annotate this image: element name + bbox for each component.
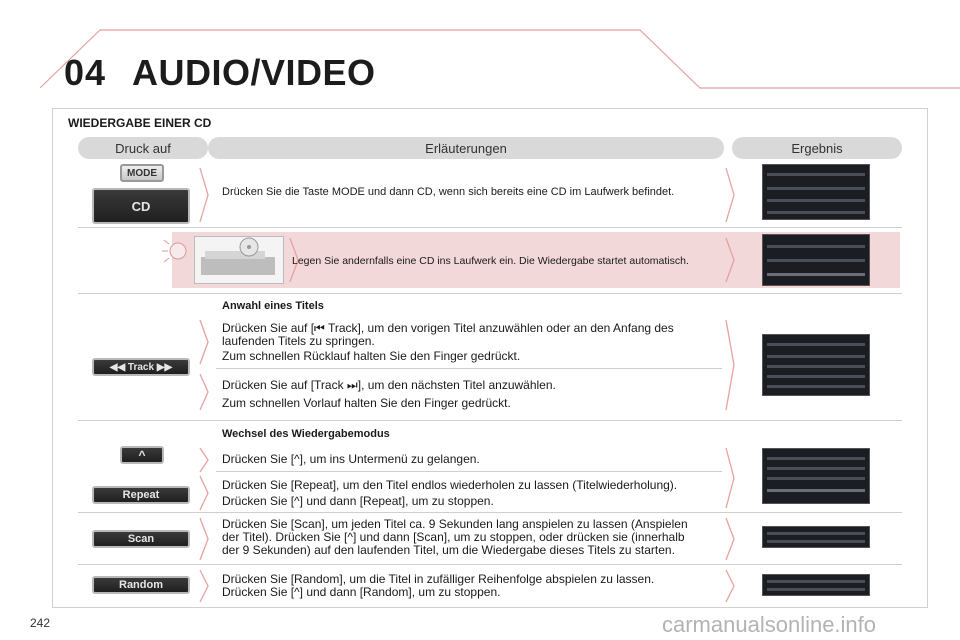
chevron-right-icon xyxy=(724,568,736,604)
scan-line2: der Titel). Drücken Sie [^] und dann [Scan], um zu stoppen, oder drücken sie (innerhalb xyxy=(222,530,685,544)
random-menu-screen xyxy=(762,574,870,596)
chevron-left-icon xyxy=(198,474,210,512)
chevron-right-icon xyxy=(724,318,736,412)
chapter-number: 04 xyxy=(64,52,107,93)
row-divider xyxy=(78,420,902,421)
chapter-title: AUDIO/VIDEO xyxy=(132,52,376,93)
column-header-press: Druck auf xyxy=(78,137,208,159)
cd-button-image: CD xyxy=(92,188,190,224)
chevron-left-icon xyxy=(198,568,210,604)
prev-track-line1: Drücken Sie auf [⏮ Track], um den vorigen Titel anzuwählen oder an den Anfang des xyxy=(222,321,674,335)
track-button-image: ◀◀ Track ▶▶ xyxy=(92,358,190,376)
scan-menu-screen xyxy=(762,526,870,548)
next-track-line1: Drücken Sie auf [Track ⏭], um den nächsten Titel anzuwählen. xyxy=(222,378,556,392)
row-divider xyxy=(78,293,902,294)
prev-track-line3: Zum schnellen Rücklauf halten Sie den Finger gedrückt. xyxy=(222,349,521,363)
chevron-right-icon xyxy=(724,516,736,562)
chevron-left-icon xyxy=(198,516,210,562)
scan-line1: Drücken Sie [Scan], um jeden Titel ca. 9 Sekunden lang anspielen zu lassen (Anspielen xyxy=(222,517,688,531)
random-line2: Drücken Sie [^] und dann [Random], um zu stoppen. xyxy=(222,585,501,599)
chevron-right-icon xyxy=(724,166,736,224)
chevron-right-icon xyxy=(724,236,736,284)
row-divider xyxy=(78,564,902,565)
row-divider xyxy=(78,227,902,228)
mode-button-image: MODE xyxy=(120,164,164,182)
chevron-left-icon xyxy=(198,166,210,224)
scan-button-image: Scan xyxy=(92,530,190,548)
up-button-image: ^ xyxy=(120,446,164,464)
mode-cd-instruction: Drücken Sie die Taste MODE und dann CD, wenn sich bereits eine CD im Laufwerk befindet. xyxy=(222,186,675,198)
next-track-line2: Zum schnellen Vorlauf halten Sie den Finger gedrückt. xyxy=(222,396,511,410)
page-number: 242 xyxy=(30,616,51,630)
lightbulb-icon xyxy=(160,236,190,270)
mode-change-heading: Wechsel des Wiedergabemodus xyxy=(222,428,390,440)
row-divider xyxy=(216,471,722,472)
repeat-button-image: Repeat xyxy=(92,486,190,504)
chevron-left-icon xyxy=(198,318,210,366)
chevron-left-icon xyxy=(198,372,210,412)
chevron-right-icon xyxy=(724,446,736,510)
column-header-result: Ergebnis xyxy=(732,137,902,159)
random-line1: Drücken Sie [Random], um die Titel in zufälliger Reihenfolge abspielen zu lassen. xyxy=(222,572,655,586)
scan-line3: der 9 Sekunden) auf den laufenden Titel, um die Wiedergabe dieses Titels zu starten. xyxy=(222,543,675,557)
cd-insert-illustration xyxy=(194,236,284,284)
repeat-line2: Drücken Sie [^] und dann [Repeat], um zu stoppen. xyxy=(222,494,494,508)
up-instruction: Drücken Sie [^], um ins Untermenü zu gelangen. xyxy=(222,452,480,466)
submenu-screen xyxy=(762,448,870,504)
repeat-line1: Drücken Sie [Repeat], um den Titel endlos wiederholen zu lassen (Titelwiederholung). xyxy=(222,478,678,492)
prev-track-line2: laufenden Titels zu springen. xyxy=(222,334,375,348)
watermark: carmanualsonline.info xyxy=(662,612,877,637)
preparing-screen xyxy=(762,234,870,286)
random-button-image: Random xyxy=(92,576,190,594)
track-list-screen xyxy=(762,334,870,396)
row-divider xyxy=(216,368,722,369)
row-divider xyxy=(78,512,902,513)
title-select-heading: Anwahl eines Titels xyxy=(222,300,324,312)
chevron-left-icon xyxy=(198,446,210,474)
section-title: WIEDERGABE EINER CD xyxy=(68,116,212,130)
av-mode-screen xyxy=(762,164,870,220)
column-header-explanation: Erläuterungen xyxy=(208,137,724,159)
insert-cd-instruction: Legen Sie andernfalls eine CD ins Laufwerk ein. Die Wiedergabe startet automatisch. xyxy=(292,255,689,267)
